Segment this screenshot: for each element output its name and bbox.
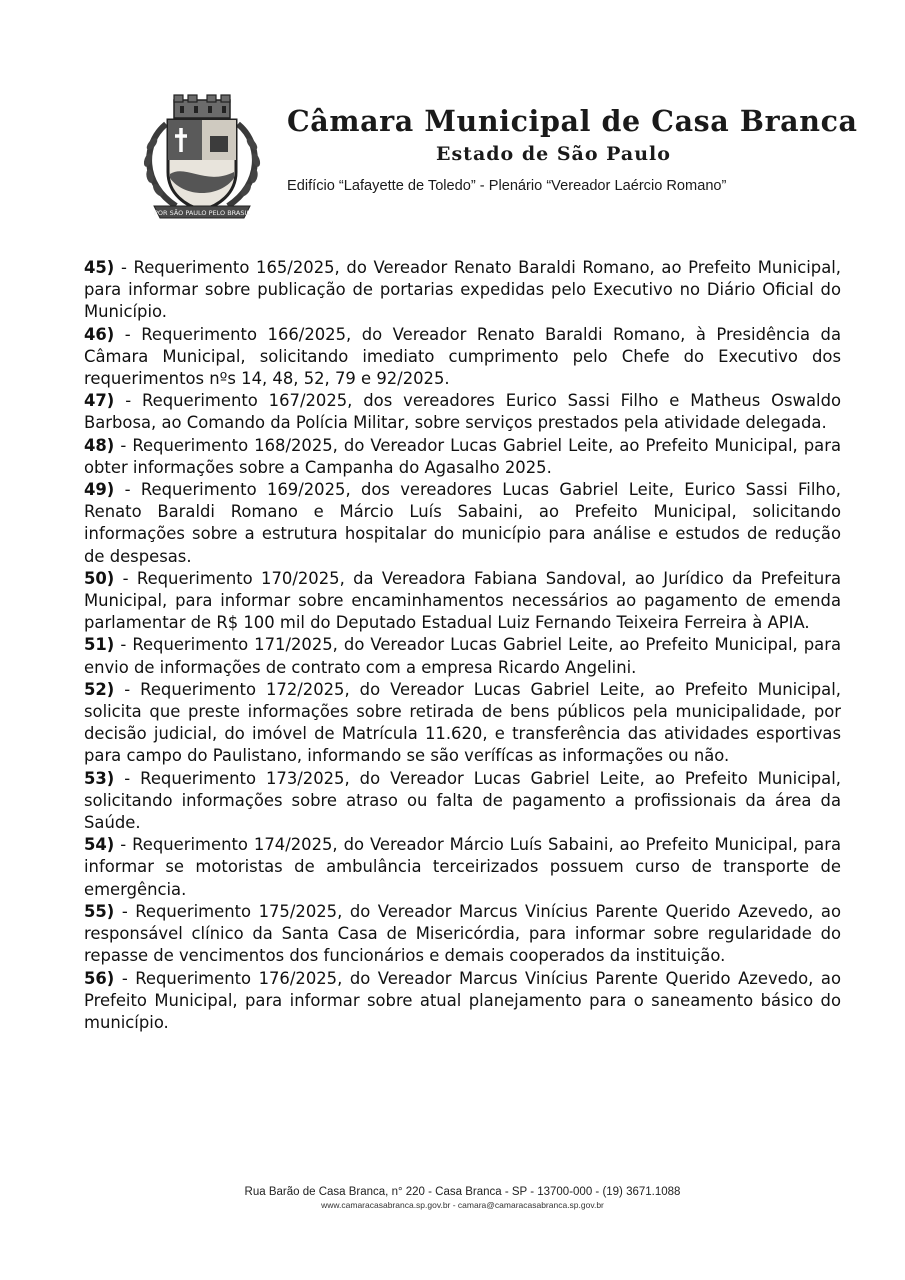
item-number: 49) — [84, 480, 115, 500]
footer-address: Rua Barão de Casa Branca, n° 220 - Casa Branca - SP - 13700-000 - (19) 3671.1088 — [244, 1186, 681, 1198]
agenda-item — [84, 568, 841, 635]
state-subtitle: Estado de São Paulo — [436, 143, 671, 165]
agenda-item — [84, 768, 841, 835]
item-text: - Requerimento 165/2025, do Vereador Renato Baraldi Romano, ao Prefeito Municipal, para informar sobre publicação de portarias expedidas pelo Executivo no Diário Oficial do Município. — [84, 258, 841, 322]
item-text: - Requerimento 174/2025, do Vereador Márcio Luís Sabaini, ao Prefeito Municipal, para informar se motoristas de ambulância terceirizados possuem curso de transporte de emergência. — [84, 835, 841, 899]
agenda-item — [84, 968, 841, 1035]
agenda-list — [84, 257, 841, 1034]
svg-text:POR SÃO PAULO PELO BRASIL: POR SÃO PAULO PELO BRASIL — [153, 209, 251, 217]
item-number: 48) — [84, 435, 115, 455]
item-number: 54) — [84, 835, 115, 855]
item-text: - Requerimento 172/2025, do Vereador Lucas Gabriel Leite, ao Prefeito Municipal, solicita que preste informações sobre retirada de bens públicos pela municipalidade, por decisão judicial, do imóvel de Matrícula 11.620, e transferência das atividades esportivas para campo do Paulistano, informando se são verífícas as informações ou não. — [84, 679, 841, 766]
item-text: - Requerimento 173/2025, do Vereador Lucas Gabriel Leite, ao Prefeito Municipal, solicitando informações sobre atraso ou falta de pagamento a profissionais da área da Saúde. — [84, 768, 841, 833]
item-number: 55) — [84, 901, 115, 921]
item-text: - Requerimento 169/2025, dos vereadores Lucas Gabriel Leite, Eurico Sassi Filho, Renato Baraldi Romano e Márcio Luís Sabaini, ao Prefeito Municipal, solicitando informações sobre a estrutura hospitalar do município para análise e estudos de redução de despesas. — [84, 480, 841, 566]
agenda-item — [84, 634, 841, 678]
item-text: - Requerimento 168/2025, do Vereador Lucas Gabriel Leite, ao Prefeito Municipal, para obter informações sobre a Campanha do Agasalho 2025. — [84, 435, 841, 477]
item-text: - Requerimento 170/2025, da Vereadora Fabiana Sandoval, ao Jurídico da Prefeitura Municipal, para informar sobre encaminhamentos necessários ao pagamento de emenda parlamentar de R$ 100 mil do Deputado Estadual Luiz Fernando Teixeira Ferreira à APIA. — [84, 568, 841, 633]
item-number: 50) — [84, 568, 115, 588]
item-text: - Requerimento 166/2025, do Vereador Renato Baraldi Romano, à Presidência da Câmara Municipal, solicitando imediato cumprimento pelo Chefe do Executivo dos requerimentos nºs 14, 48, 52, 79 e 92/2025. — [84, 324, 841, 389]
agenda-item — [84, 679, 841, 768]
item-number: 46) — [84, 324, 115, 344]
agenda-item — [84, 435, 841, 479]
item-number: 56) — [84, 968, 115, 988]
institution-title: Câmara Municipal de Casa Branca — [287, 104, 858, 138]
item-text: - Requerimento 171/2025, do Vereador Lucas Gabriel Leite, ao Prefeito Municipal, para envio de informações de contrato com a empresa Ricardo Angelini. — [84, 635, 841, 677]
agenda-item — [84, 257, 841, 324]
item-number: 45) — [84, 258, 115, 277]
item-number: 53) — [84, 768, 115, 788]
item-number: 51) — [84, 635, 115, 655]
letterhead — [0, 0, 905, 240]
item-text: - Requerimento 176/2025, do Vereador Marcus Vinícius Parente Querido Azevedo, ao Prefeito Municipal, para informar sobre atual planejamento para o saneamento básico do município. — [84, 968, 841, 1032]
coat-of-arms-icon — [136, 94, 268, 224]
agenda-item — [84, 479, 841, 568]
agenda-item — [84, 834, 841, 901]
item-text: - Requerimento 175/2025, do Vereador Marcus Vinícius Parente Querido Azevedo, ao responsável clínico da Santa Casa de Misericórdia, para informar sobre regularidade do repasse de vencimentos dos funcionários e demais cooperados da instituição. — [84, 901, 841, 966]
agenda-item — [84, 390, 841, 434]
page-footer — [0, 1186, 905, 1210]
item-number: 47) — [84, 391, 115, 411]
item-text: - Requerimento 167/2025, dos vereadores Eurico Sassi Filho e Matheus Oswaldo Barbosa, ao Comando da Polícia Militar, sobre serviços prestados pela atividade delegada. — [84, 391, 841, 433]
item-number: 52) — [84, 679, 115, 699]
agenda-item — [84, 901, 841, 968]
building-name: Edifício “Lafayette de Toledo” - Plenário “Vereador Laércio Romano” — [287, 178, 727, 194]
footer-contact: www.camaracasabranca.sp.gov.br - camara@camaracasabranca.sp.gov.br — [321, 1200, 604, 1210]
agenda-item — [84, 324, 841, 391]
